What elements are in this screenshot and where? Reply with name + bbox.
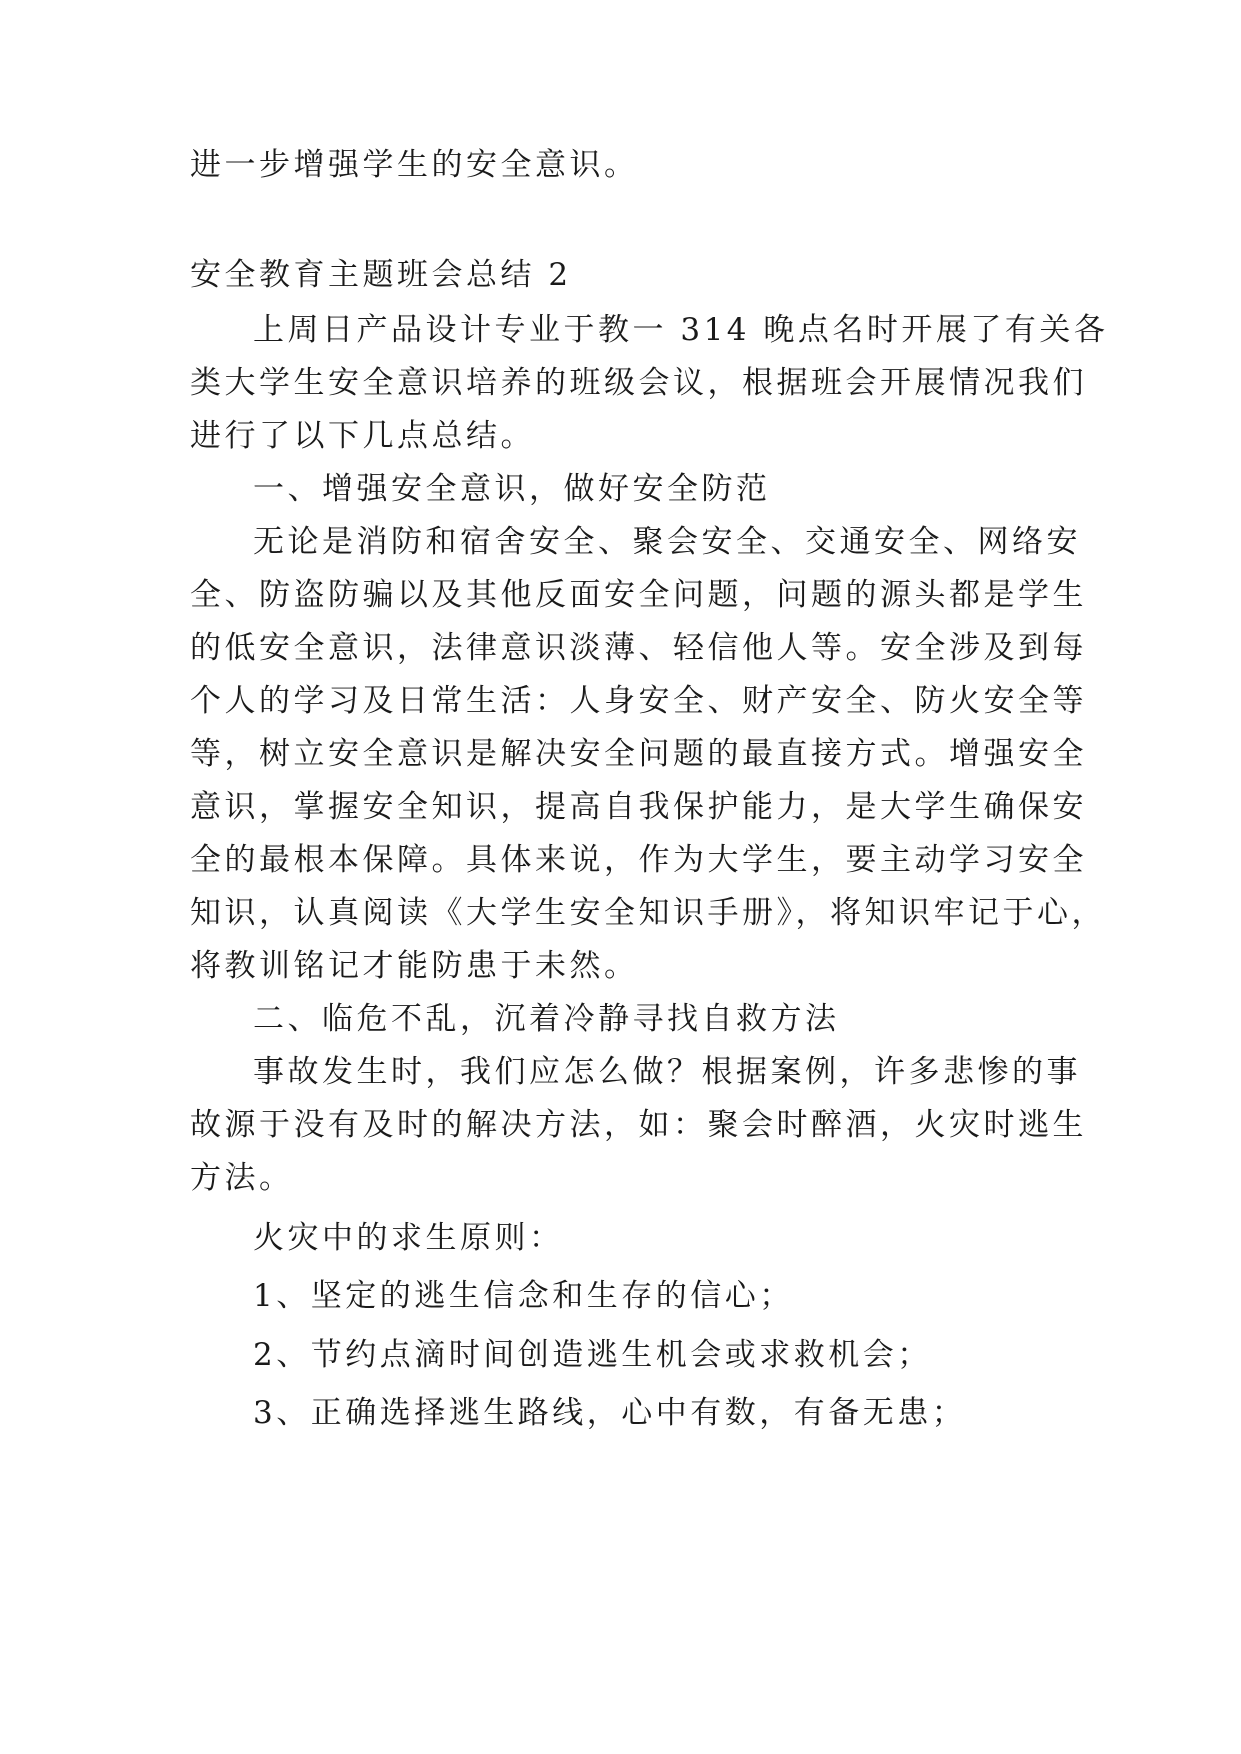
text-line: 事故发生时，我们应怎么做？根据案例，许多悲惨的事 — [253, 1054, 1081, 1090]
text-line: 全的最根本保障。具体来说，作为大学生，要主动学习安全 — [190, 842, 1087, 878]
text-line: 类大学生安全意识培养的班级会议，根据班会开展情况我们 — [190, 365, 1087, 401]
text-line: 等，树立安全意识是解决安全问题的最直接方式。增强安全 — [190, 736, 1087, 772]
text-line: 故源于没有及时的解决方法，如：聚会时醉酒，火灾时逃生 — [190, 1107, 1087, 1143]
text-line: 无论是消防和宿舍安全、聚会安全、交通安全、网络安 — [253, 524, 1081, 560]
list-item: 3、正确选择逃生路线，心中有数，有备无患； — [253, 1395, 967, 1431]
text-line: 上周日产品设计专业于教一 314 晚点名时开展了有关各 — [253, 312, 1109, 348]
text-line: 将教训铭记才能防患于未然。 — [190, 948, 639, 984]
text-line: 知识，认真阅读《大学生安全知识手册》，将知识牢记于心， — [190, 895, 1106, 931]
text-line: 的低安全意识，法律意识淡薄、轻信他人等。安全涉及到每 — [190, 630, 1087, 666]
text-line: 意识，掌握安全知识，提高自我保护能力，是大学生确保安 — [190, 789, 1087, 825]
subheading: 一、增强安全意识，做好安全防范 — [253, 471, 771, 507]
text-line: 火灾中的求生原则： — [253, 1220, 564, 1256]
section-title: 安全教育主题班会总结 2 — [190, 257, 572, 293]
text-line: 方法。 — [190, 1160, 294, 1196]
text-line: 个人的学习及日常生活：人身安全、财产安全、防火安全等 — [190, 683, 1087, 719]
text-line: 进一步增强学生的安全意识。 — [190, 147, 639, 183]
list-item: 2、节约点滴时间创造逃生机会或求救机会； — [253, 1337, 932, 1373]
text-line: 进行了以下几点总结。 — [190, 418, 535, 454]
subheading: 二、临危不乱，沉着冷静寻找自救方法 — [253, 1001, 840, 1037]
list-item: 1、坚定的逃生信念和生存的信心； — [253, 1278, 794, 1314]
text-line: 全、防盗防骗以及其他反面安全问题，问题的源头都是学生 — [190, 577, 1087, 613]
